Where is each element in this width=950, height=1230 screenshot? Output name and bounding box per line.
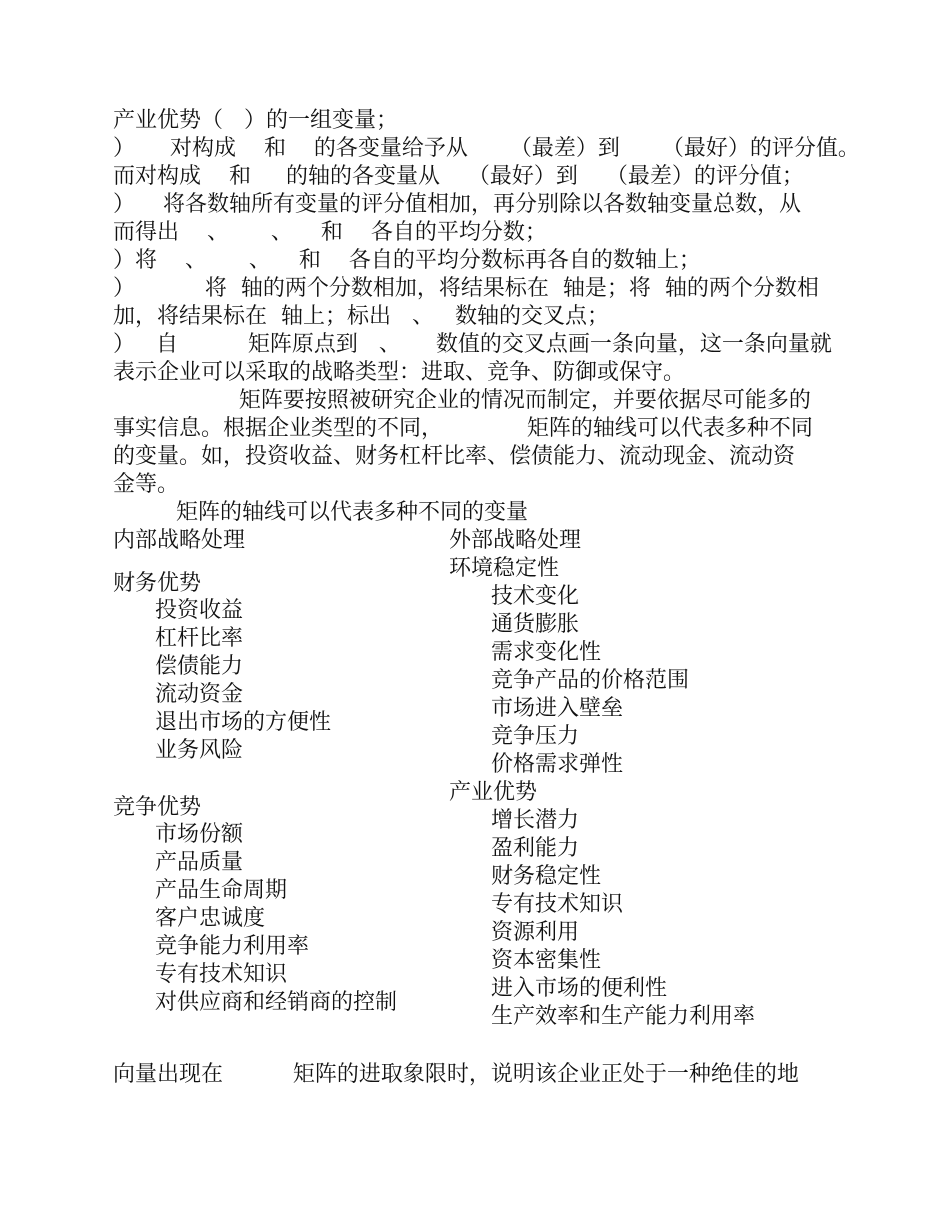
list-item: 市场进入壁垒 (491, 696, 624, 721)
list-item: 专有技术知识 (491, 892, 624, 917)
list-item: 杠杆比率 (155, 626, 244, 651)
list-item: 客户忠诚度 (155, 906, 266, 931)
group-title-environmental-stability: 环境稳定性 (449, 556, 560, 581)
section-caption: 矩阵的轴线可以代表多种不同的变量 (113, 500, 528, 525)
text-line: 事实信息。根据企业类型的不同， 矩阵的轴线可以代表多种不同 (113, 416, 813, 441)
text-line: ） 自 矩阵原点到 、 数值的交叉点画一条向量，这一条向量就 (113, 332, 832, 357)
closing-text-line: 向量出现在 矩阵的进取象限时，说明该企业正处于一种绝佳的地 (113, 1062, 799, 1087)
list-item: 生产效率和生产能力利用率 (491, 1004, 756, 1029)
text-line: ） 对构成 和 的各变量给予从 （最差）到 （最好）的评分值。 (113, 136, 860, 161)
list-item: 需求变化性 (491, 640, 602, 665)
list-item: 进入市场的便利性 (491, 976, 668, 1001)
list-item: 偿债能力 (155, 654, 244, 679)
list-item: 竞争能力利用率 (155, 934, 310, 959)
list-item: 业务风险 (155, 738, 244, 763)
text-line: 加，将结果标在 轴上；标出 、 数轴的交叉点； (113, 304, 609, 329)
industry-strength-list (491, 807, 755, 1031)
left-column-heading: 内部战略处理 (113, 528, 246, 553)
group-title-industry-strength: 产业优势 (449, 780, 538, 805)
text-line: 的变量。如，投资收益、财务杠杆比率、偿债能力、流动现金、流动资 (113, 444, 796, 469)
list-item: 竞争压力 (491, 724, 580, 749)
text-line: 矩阵要按照被研究企业的情况而制定，并要依据尽可能多的 (113, 388, 811, 413)
right-column-heading: 外部战略处理 (449, 528, 582, 553)
list-item: 通货膨胀 (491, 612, 580, 637)
text-line: ）将 、 、 和 各自的平均分数标再各自的数轴上； (113, 248, 701, 273)
list-item: 投资收益 (155, 598, 244, 623)
list-item: 竞争产品的价格范围 (491, 668, 690, 693)
text-line: 金等。 (113, 472, 180, 497)
text-line: ） 将 轴的两个分数相加，将结果标在 轴是；将 轴的两个分数相 (113, 276, 819, 301)
text-line: 而得出 、 、 和 各自的平均分数； (113, 220, 547, 245)
list-item: 资本密集性 (491, 948, 602, 973)
list-item: 价格需求弹性 (491, 752, 624, 777)
list-item: 对供应商和经销商的控制 (155, 990, 398, 1015)
text-line: 产业优势（ ）的一组变量； (113, 108, 398, 133)
group-title-financial-strength: 财务优势 (113, 571, 202, 596)
list-item: 增长潜力 (491, 808, 580, 833)
list-item: 市场份额 (155, 822, 244, 847)
list-item: 退出市场的方便性 (155, 710, 332, 735)
text-line: 表示企业可以采取的战略类型：进取、竞争、防御或保守。 (113, 360, 686, 385)
list-item: 财务稳定性 (491, 864, 602, 889)
list-item: 产品生命周期 (155, 878, 288, 903)
list-item: 流动资金 (155, 682, 244, 707)
group-title-competitive-advantage: 竞争优势 (113, 795, 202, 820)
list-item: 产品质量 (155, 850, 244, 875)
financial-strength-list (155, 597, 331, 765)
list-item: 技术变化 (491, 584, 580, 609)
competitive-advantage-list (155, 821, 397, 1017)
text-line: ） 将各数轴所有变量的评分值相加，再分别除以各数轴变量总数，从 (113, 192, 801, 217)
text-line: 而对构成 和 的轴的各变量从 （最好）到 （最差）的评分值； (113, 164, 804, 189)
list-item: 专有技术知识 (155, 962, 288, 987)
list-item: 盈利能力 (491, 836, 580, 861)
list-item: 资源利用 (491, 920, 580, 945)
environmental-stability-list (491, 583, 689, 779)
